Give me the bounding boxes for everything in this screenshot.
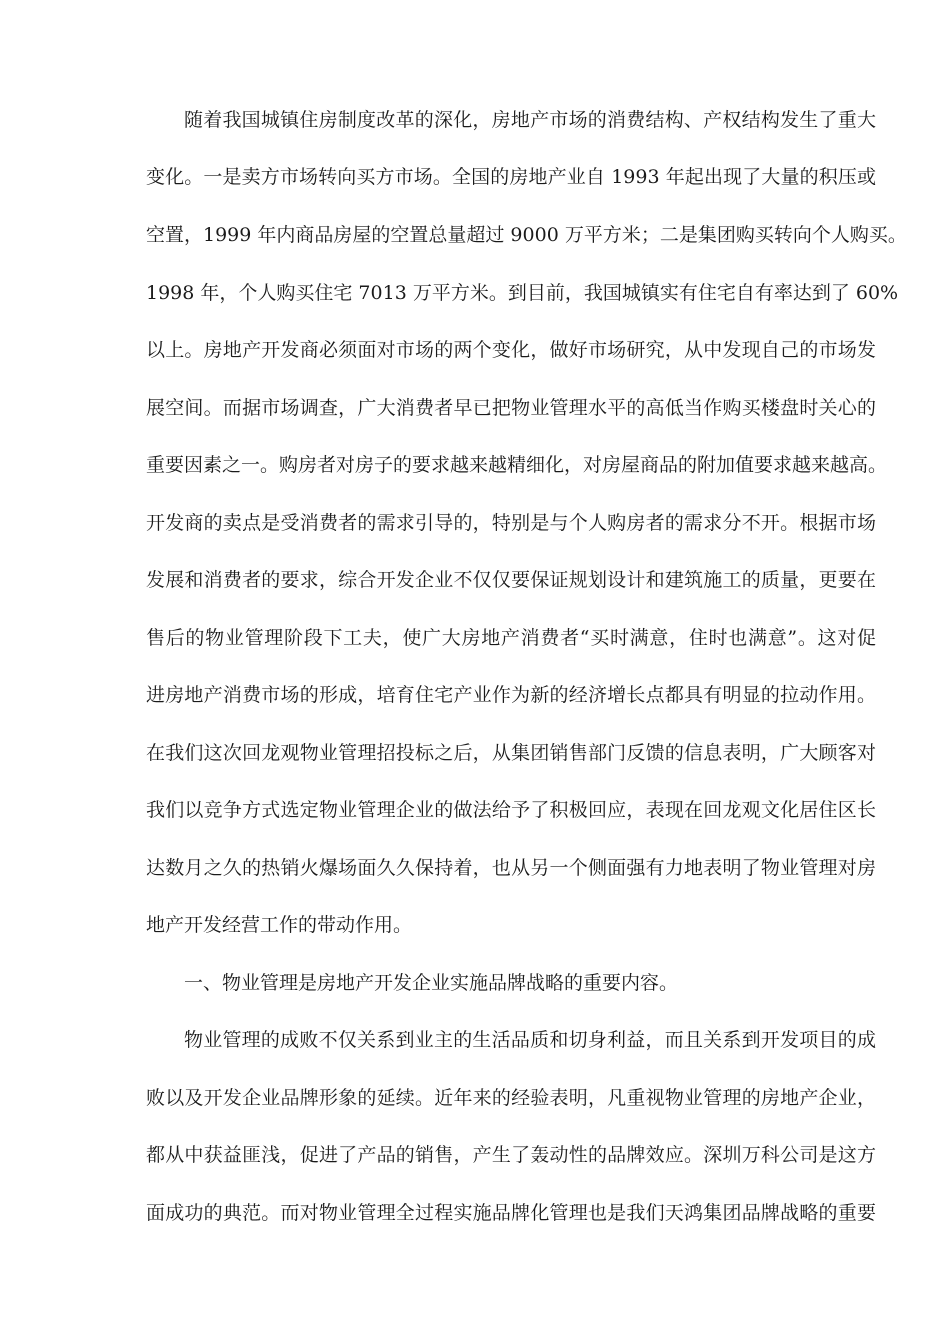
- paragraph1-line-6: 展空间。而据市场调查，广大消费者早已把物业管理水平的高低当作购买楼盘时关心的: [146, 397, 876, 419]
- paragraph1-line-3: 空置，1999 年内商品房屋的空置总量超过 9000 万平方米；二是集团购买转向个人购买。: [146, 224, 907, 246]
- paragraph1-line-4: 1998 年，个人购买住宅 7013 万平方米。到目前，我国城镇实有住宅自有率达到了 60%: [146, 282, 899, 304]
- paragraph1-line-15: 地产开发经营工作的带动作用。: [146, 914, 413, 936]
- paragraph1-line-1: 随着我国城镇住房制度改革的深化，房地产市场的消费结构、产权结构发生了重大: [184, 109, 876, 131]
- paragraph1-line-13: 我们以竞争方式选定物业管理企业的做法给予了积极回应，表现在回龙观文化居住区长: [146, 799, 876, 821]
- paragraph1-line-12: 在我们这次回龙观物业管理招投标之后，从集团销售部门反馈的信息表明，广大顾客对: [146, 742, 876, 764]
- paragraph1-line-2: 变化。一是卖方市场转向买方市场。全国的房地产业自 1993 年起出现了大量的积压或: [146, 166, 876, 188]
- paragraph1-line-5: 以上。房地产开发商必须面对市场的两个变化，做好市场研究，从中发现自己的市场发: [146, 339, 876, 361]
- paragraph1-line-9: 发展和消费者的要求，综合开发企业不仅仅要保证规划设计和建筑施工的质量，更要在: [146, 569, 876, 591]
- paragraph1-line-11: 进房地产消费市场的形成，培育住宅产业作为新的经济增长点都具有明显的拉动作用。: [146, 684, 876, 706]
- paragraph1-line-8: 开发商的卖点是受消费者的需求引导的，特别是与个人购房者的需求分不开。根据市场: [146, 512, 876, 534]
- paragraph2-line-2: 败以及开发企业品牌形象的延续。近年来的经验表明，凡重视物业管理的房地产企业，: [146, 1087, 876, 1109]
- paragraph2-line-1: 物业管理的成败不仅关系到业主的生活品质和切身利益，而且关系到开发项目的成: [184, 1029, 876, 1051]
- paragraph2-line-4: 面成功的典范。而对物业管理全过程实施品牌化管理也是我们天鸿集团品牌战略的重要: [146, 1202, 876, 1224]
- paragraph1-line-10: 售后的物业管理阶段下工夫，使广大房地产消费者“买时满意，住时也满意”。这对促: [146, 627, 876, 649]
- section-heading-1: 一、物业管理是房地产开发企业实施品牌战略的重要内容。: [184, 972, 679, 994]
- paragraph1-line-14: 达数月之久的热销火爆场面久久保持着，也从另一个侧面强有力地表明了物业管理对房: [146, 857, 876, 879]
- paragraph2-line-3: 都从中获益匪浅，促进了产品的销售，产生了轰动性的品牌效应。深圳万科公司是这方: [146, 1144, 876, 1166]
- paragraph1-line-7: 重要因素之一。购房者对房子的要求越来越精细化，对房屋商品的附加值要求越来越高。: [146, 454, 888, 476]
